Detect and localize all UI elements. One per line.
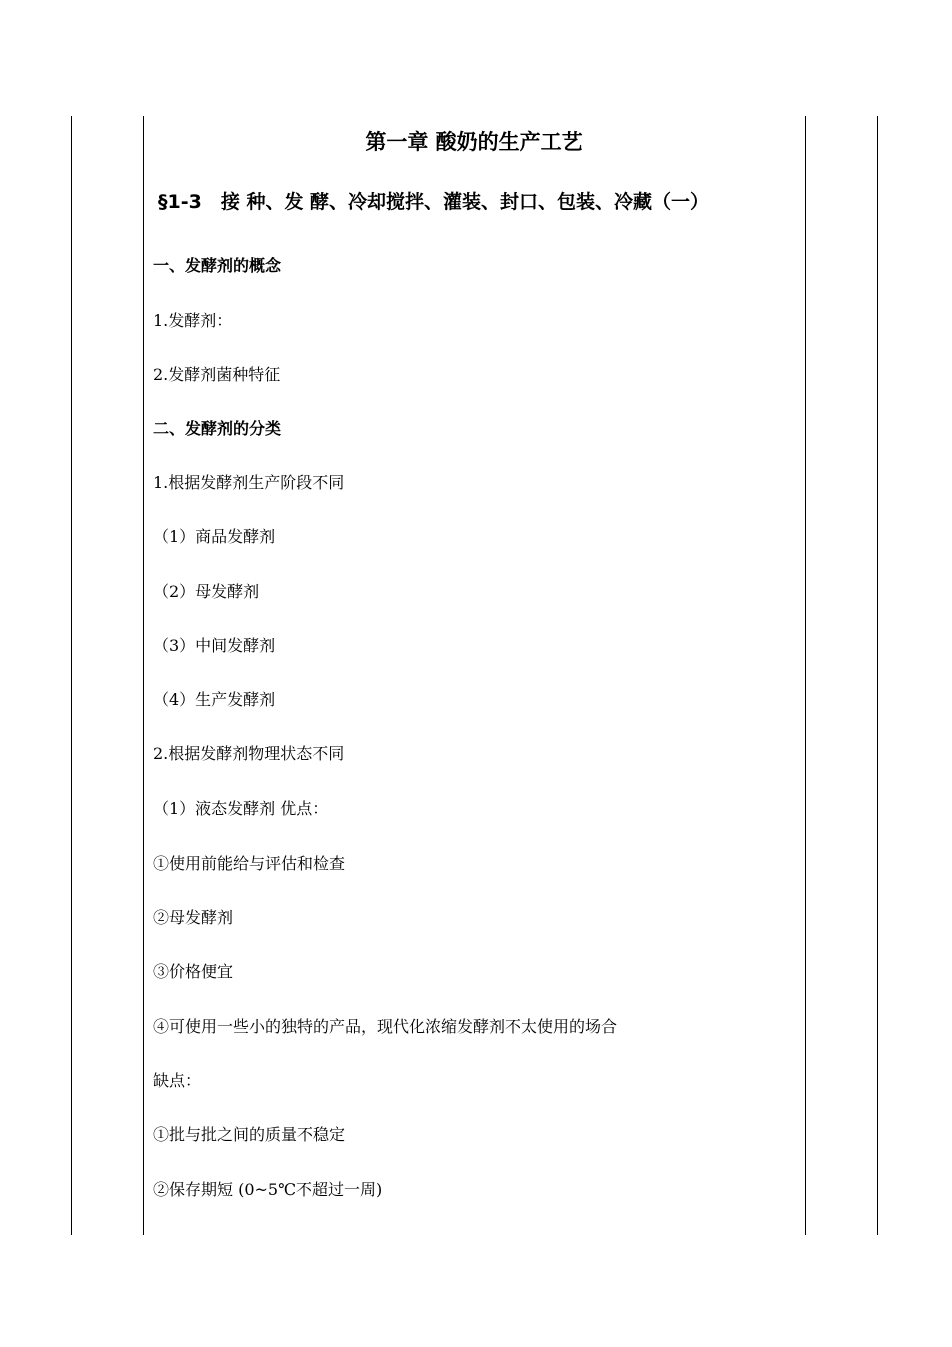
text-line: ②母发酵剂 — [153, 908, 234, 927]
section-title: §1-3 接 种、发 酵、冷却搅拌、灌装、封口、包装、冷藏（一） — [158, 191, 710, 213]
text-line: （1）商品发酵剂 — [153, 527, 276, 546]
chapter-title: 第一章 酸奶的生产工艺 — [365, 130, 583, 154]
heading-classification: 二、发酵剂的分类 — [153, 419, 282, 438]
text-line: 缺点： — [153, 1071, 202, 1090]
table-border-line — [805, 116, 806, 1235]
text-line: （3）中间发酵剂 — [153, 636, 276, 655]
text-line: ③价格便宜 — [153, 962, 234, 981]
text-line: （4）生产发酵剂 — [153, 690, 276, 709]
table-border-line — [877, 116, 878, 1235]
text-line: ①批与批之间的质量不稳定 — [153, 1125, 346, 1144]
text-line: 1.发酵剂： — [153, 311, 233, 330]
text-line: 2.根据发酵剂物理状态不同 — [153, 744, 345, 763]
text-line: ①使用前能给与评估和检查 — [153, 854, 346, 873]
text-line: ④可使用一些小的独特的产品，现代化浓缩发酵剂不太使用的场合 — [153, 1017, 618, 1036]
table-border-line — [71, 116, 72, 1235]
text-line: （1）液态发酵剂 优点： — [153, 799, 329, 818]
text-line: （2）母发酵剂 — [153, 582, 260, 601]
text-line: 1.根据发酵剂生产阶段不同 — [153, 473, 345, 492]
text-line: ②保存期短 (0~5℃不超过一周) — [153, 1180, 383, 1199]
text-line: 2.发酵剂菌种特征 — [153, 365, 281, 384]
document-content — [143, 116, 805, 1235]
heading-concept: 一、发酵剂的概念 — [153, 256, 282, 275]
